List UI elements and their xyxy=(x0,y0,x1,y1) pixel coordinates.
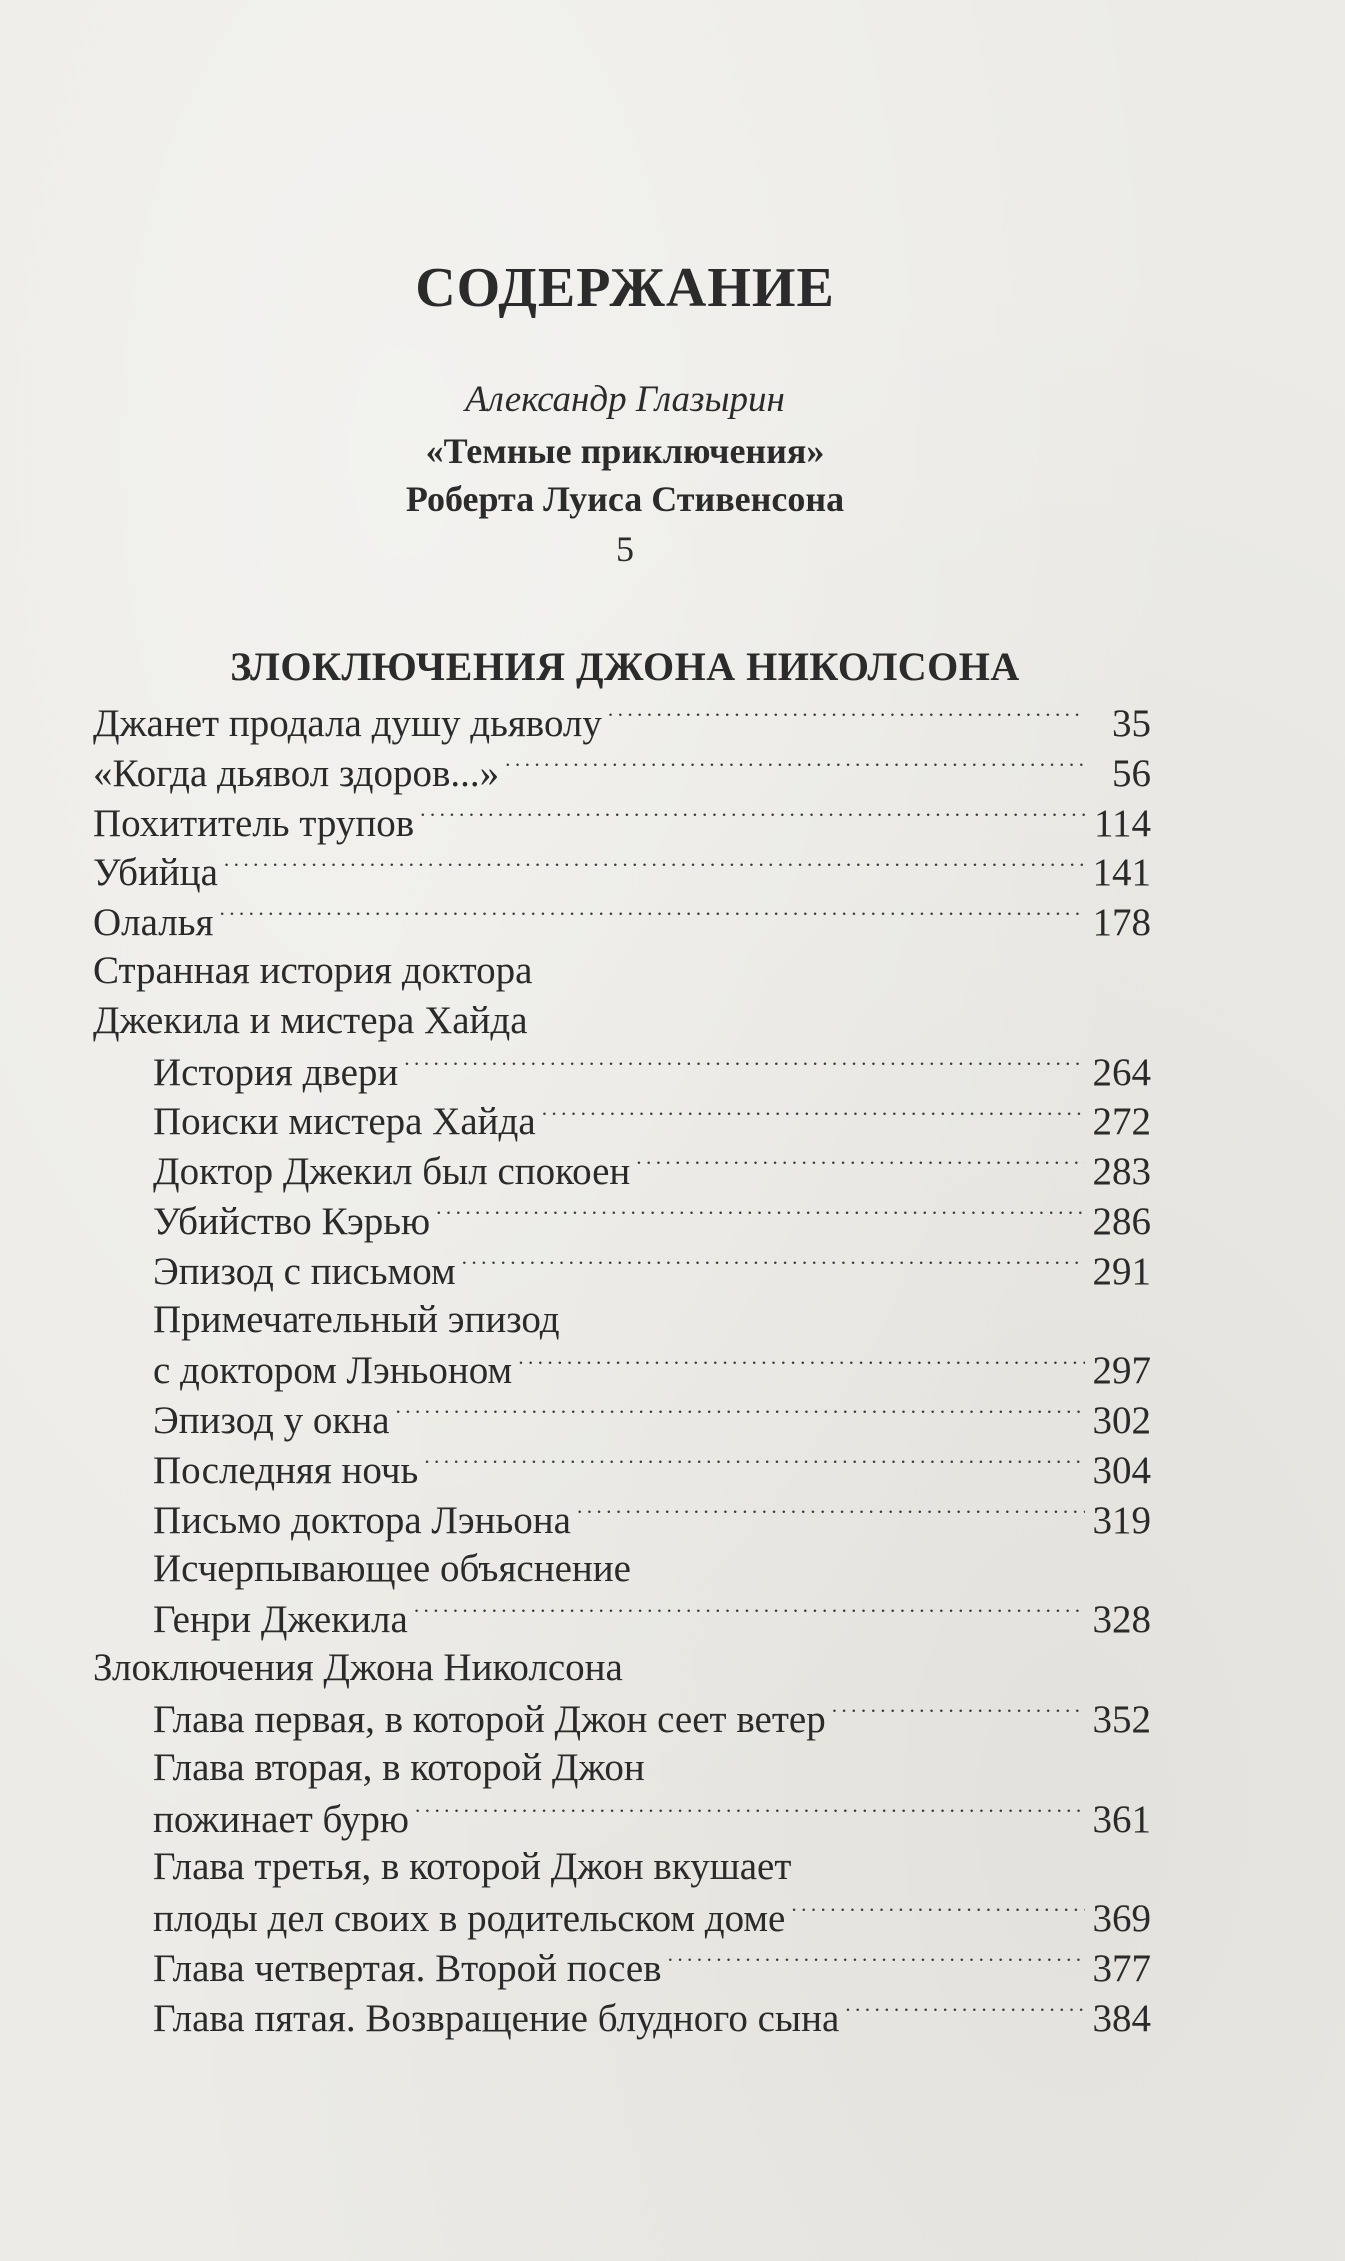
toc-entry-page: 141 xyxy=(1092,851,1151,895)
toc-entry-title: Глава первая, в которой Джон сеет ветер xyxy=(153,1697,826,1741)
toc-entry-title: Глава четвертая. Второй посев xyxy=(153,1946,662,1990)
toc-entry-title: Убийца xyxy=(93,851,218,895)
toc-entry xyxy=(93,1793,1151,1843)
dot-leader xyxy=(436,1195,1085,1234)
toc-entry xyxy=(93,1494,1151,1544)
toc-entry-page: 286 xyxy=(1092,1199,1151,1243)
dot-leader xyxy=(636,1145,1085,1184)
toc-entry-title: Глава пятая. Возвращение блудного сына xyxy=(153,1996,840,2040)
toc-entry-title: Олалья xyxy=(93,901,214,945)
toc-entry xyxy=(93,1942,1151,1992)
toc-entry-title: Джанет продала душу дьяволу xyxy=(93,702,602,745)
section-heading: ЗЛОКЛЮЧЕНИЯ ДЖОНА НИКОЛСОНА xyxy=(230,644,1020,690)
intro-page-number: 5 xyxy=(616,529,634,569)
dot-leader xyxy=(668,1942,1085,1981)
dot-leader xyxy=(414,1593,1085,1632)
toc-entry-title: Примечательный эпизод xyxy=(153,1297,560,1341)
toc-entry-page: 319 xyxy=(1092,1498,1151,1542)
toc-entry-page: 291 xyxy=(1092,1249,1151,1293)
toc-entry xyxy=(93,946,1151,996)
toc-entry-page: 304 xyxy=(1092,1448,1151,1492)
toc-entry xyxy=(93,1344,1151,1394)
toc-entry xyxy=(93,996,1151,1046)
intro-author xyxy=(0,378,1250,421)
dot-leader xyxy=(415,1793,1085,1832)
toc-entry xyxy=(93,896,1151,946)
toc-entry-title: Глава третья, в которой Джон вкушает xyxy=(153,1845,792,1889)
toc-entry-title: Поиски мистера Хайда xyxy=(153,1100,536,1144)
toc-entry xyxy=(93,697,1151,747)
toc-entry xyxy=(93,1095,1151,1145)
toc-entry xyxy=(93,1693,1151,1743)
toc-entry-page: 352 xyxy=(1092,1697,1151,1741)
toc-entry xyxy=(93,1643,1151,1693)
intro-essay-title: «Темные приключения» xyxy=(425,431,825,471)
intro-title-line1 xyxy=(0,430,1250,472)
toc-entry-page: 328 xyxy=(1092,1598,1151,1642)
dot-leader xyxy=(577,1494,1085,1533)
toc-entry-title: История двери xyxy=(153,1050,399,1094)
toc-entry xyxy=(93,1593,1151,1643)
toc-entry-page: 384 xyxy=(1092,1996,1151,2040)
toc-entry-page: 264 xyxy=(1092,1050,1151,1094)
dot-leader xyxy=(424,1444,1085,1483)
toc-entry-page: 369 xyxy=(1092,1897,1151,1941)
dot-leader xyxy=(420,797,1085,836)
toc-entry-page: 56 xyxy=(1112,751,1151,795)
toc-entry-title: Джекила и мистера Хайда xyxy=(93,998,528,1042)
toc-entry xyxy=(93,1892,1151,1942)
dot-leader xyxy=(542,1095,1085,1134)
toc-entry-page: 178 xyxy=(1092,901,1151,945)
toc-entry xyxy=(93,1842,1151,1892)
dot-leader xyxy=(518,1344,1085,1383)
dot-leader xyxy=(791,1892,1085,1931)
dot-leader xyxy=(404,1046,1085,1085)
toc-entry xyxy=(93,1544,1151,1594)
toc-entry-title: Письмо доктора Лэньона xyxy=(153,1498,571,1542)
page-title: СОДЕРЖАНИЕ xyxy=(415,256,835,319)
toc-entry-title: Убийство Кэрью xyxy=(153,1199,431,1243)
toc-entry-title: Доктор Джекил был спокоен xyxy=(153,1150,631,1194)
toc-entry xyxy=(93,1394,1151,1444)
toc-entry-title: Странная история доктора xyxy=(93,948,533,992)
toc-entry-page: 361 xyxy=(1092,1797,1151,1841)
toc-entry-title: Глава вторая, в которой Джон xyxy=(153,1745,645,1789)
toc-entry-title: Исчерпывающее объяснение xyxy=(153,1546,631,1590)
toc-entry-page: 302 xyxy=(1092,1399,1151,1443)
toc-entry xyxy=(93,846,1151,896)
toc-entry xyxy=(93,1195,1151,1245)
toc-entry xyxy=(93,1245,1151,1295)
toc-entry-title: «Когда дьявол здоров...» xyxy=(93,751,500,795)
dot-leader xyxy=(832,1693,1085,1732)
toc-entry-title: Генри Джекила xyxy=(153,1598,408,1642)
toc-entry xyxy=(93,1145,1151,1195)
dot-leader xyxy=(219,896,1085,935)
toc-entry xyxy=(93,1046,1151,1096)
table-of-contents xyxy=(93,697,1151,2042)
toc-entry-page: 377 xyxy=(1092,1946,1151,1990)
toc-entry-page: 297 xyxy=(1092,1349,1151,1393)
intro-essay-subtitle: Роберта Луиса Стивенсона xyxy=(405,479,845,519)
toc-entry-title: Последняя ночь xyxy=(153,1448,419,1492)
toc-entry xyxy=(93,1992,1151,2042)
intro-page xyxy=(0,528,1250,570)
toc-entry xyxy=(93,1743,1151,1793)
dot-leader xyxy=(462,1245,1085,1284)
dot-leader xyxy=(396,1394,1085,1433)
toc-entry-page: 114 xyxy=(1093,801,1151,845)
toc-entry xyxy=(93,1295,1151,1345)
toc-entry xyxy=(93,747,1151,797)
toc-entry-title: Эпизод у окна xyxy=(153,1399,390,1443)
intro-title-line2 xyxy=(0,478,1250,520)
toc-entry-page: 35 xyxy=(1112,702,1151,745)
toc-entry xyxy=(93,1444,1151,1494)
dot-leader xyxy=(845,1992,1085,2031)
toc-entry-page: 283 xyxy=(1092,1150,1151,1194)
toc-entry-title: Похититель трупов xyxy=(93,801,415,845)
dot-leader xyxy=(505,747,1085,786)
toc-entry-page: 272 xyxy=(1092,1100,1151,1144)
dot-leader xyxy=(608,697,1085,736)
toc-entry-title: Злоключения Джона Николсона xyxy=(93,1646,623,1690)
toc-entry-title: Эпизод с письмом xyxy=(153,1249,456,1293)
toc-entry xyxy=(93,797,1151,847)
dot-leader xyxy=(224,846,1085,885)
toc-entry-title: плоды дел своих в родительском доме xyxy=(153,1897,786,1941)
toc-entry-title: с доктором Лэньоном xyxy=(153,1349,513,1393)
author-name: Александр Глазырин xyxy=(465,379,785,420)
toc-entry-title: пожинает бурю xyxy=(153,1797,409,1841)
